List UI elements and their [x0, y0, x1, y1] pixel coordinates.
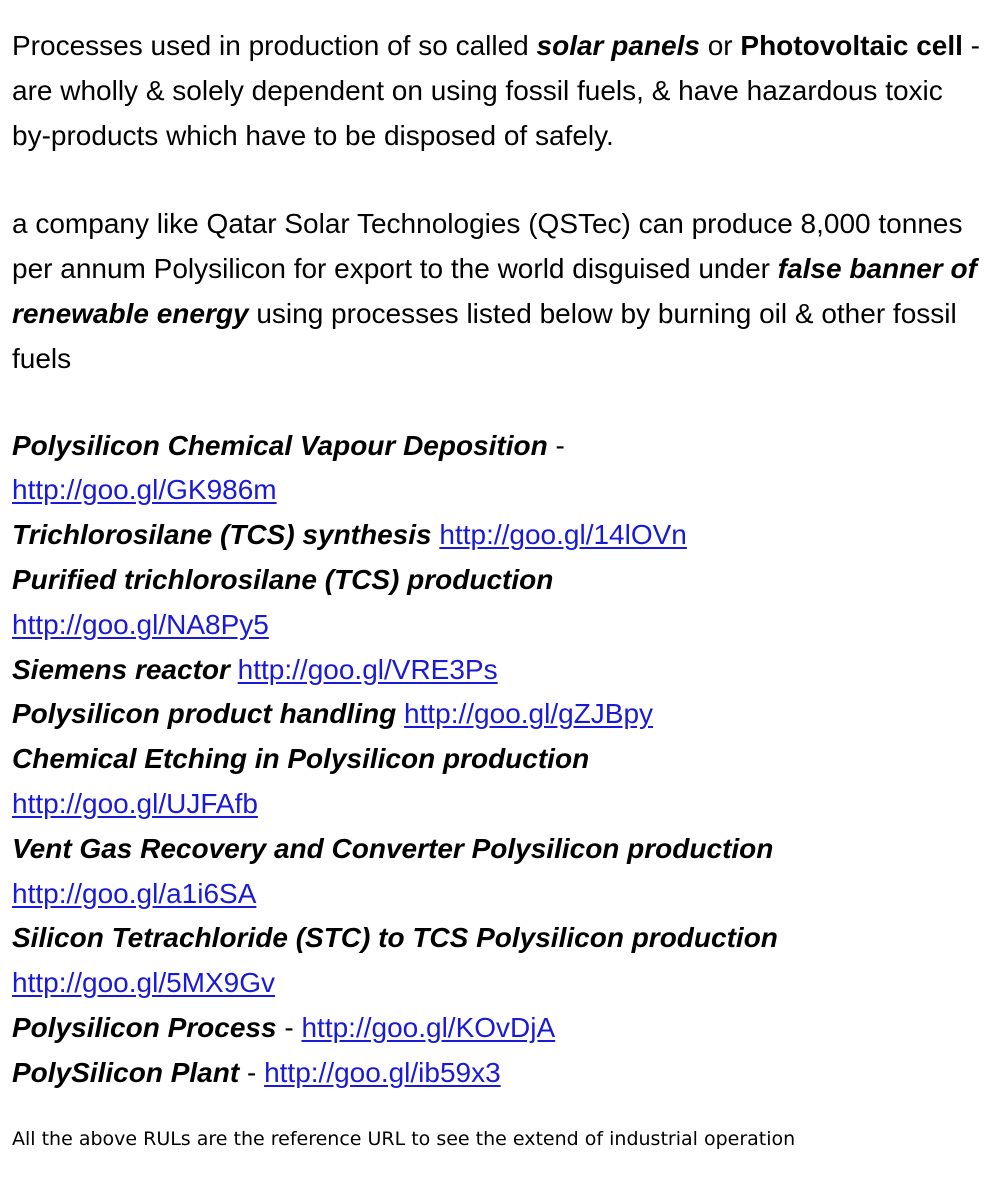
- process-list: [12, 424, 982, 1096]
- process-link[interactable]: http://goo.gl/NA8Py5: [12, 608, 269, 640]
- intro-emphasis-solar-panels: solar panels: [536, 30, 700, 61]
- process-item: [12, 1006, 982, 1051]
- process-item: [12, 737, 982, 827]
- footer-note: All the above RULs are the reference URL to see the extend of industrial operation: [12, 1128, 796, 1150]
- process-item: [12, 916, 982, 1006]
- process-item: [12, 827, 982, 917]
- intro-paragraph: [12, 24, 982, 158]
- company-text-1: a company like Qatar Solar Technologies (QSTec) can produce 8,000 tonnes per annum Polysilicon for export to the world disguised under: [12, 208, 963, 285]
- process-separator: -: [239, 1056, 265, 1088]
- intro-text-3: - are wholly & solely dependent on using fossil fuels, & have hazardous toxic by-products which have to be disposed of safely.: [12, 30, 981, 151]
- process-name: Polysilicon Chemical Vapour Deposition: [12, 429, 548, 461]
- process-item: [12, 1051, 982, 1096]
- company-emphasis: false banner of renewable energy: [12, 253, 977, 329]
- process-link[interactable]: http://goo.gl/a1i6SA: [12, 877, 257, 909]
- process-link[interactable]: http://goo.gl/GK986m: [12, 474, 277, 506]
- paragraph-spacer: [12, 158, 982, 202]
- intro-text-2: or: [699, 30, 741, 61]
- process-item: [12, 558, 982, 648]
- intro-text-1: Processes used in production of so called: [12, 30, 537, 61]
- process-item: [12, 692, 982, 737]
- process-name: Chemical Etching in Polysilicon production: [12, 743, 590, 775]
- process-link[interactable]: http://goo.gl/VRE3Ps: [237, 653, 498, 685]
- process-link[interactable]: http://goo.gl/5MX9Gv: [12, 967, 276, 999]
- document-body: [12, 24, 982, 1096]
- paragraph-spacer: [12, 382, 982, 424]
- process-link[interactable]: http://goo.gl/ib59x3: [264, 1056, 501, 1088]
- company-paragraph: [12, 202, 982, 381]
- process-name: Polysilicon Process: [12, 1011, 277, 1043]
- process-item: [12, 648, 982, 693]
- process-name: Polysilicon product handling: [12, 698, 397, 730]
- process-name: Purified trichlorosilane (TCS) production: [12, 563, 554, 595]
- process-item: [12, 424, 982, 514]
- process-link[interactable]: http://goo.gl/14lOVn: [439, 519, 687, 551]
- process-name: Vent Gas Recovery and Converter Polysilicon production: [12, 832, 774, 864]
- process-link[interactable]: http://goo.gl/KOvDjA: [301, 1011, 556, 1043]
- process-link[interactable]: http://goo.gl/gZJBpy: [404, 698, 654, 730]
- intro-emphasis-photovoltaic: Photovoltaic cell: [740, 30, 963, 61]
- process-name: Trichlorosilane (TCS) synthesis: [12, 519, 432, 551]
- company-text-2: using processes listed below by burning oil & other fossil fuels: [12, 297, 957, 374]
- process-separator: [230, 654, 238, 685]
- process-item: [12, 513, 982, 558]
- process-link[interactable]: http://goo.gl/UJFAfb: [12, 787, 258, 819]
- process-name: PolySilicon Plant: [12, 1056, 240, 1088]
- process-name: Siemens reactor: [12, 653, 230, 685]
- process-separator: -: [547, 429, 565, 461]
- process-separator: -: [276, 1011, 302, 1043]
- process-name: Silicon Tetrachloride (STC) to TCS Polysilicon production: [12, 922, 778, 954]
- process-separator: [396, 698, 404, 729]
